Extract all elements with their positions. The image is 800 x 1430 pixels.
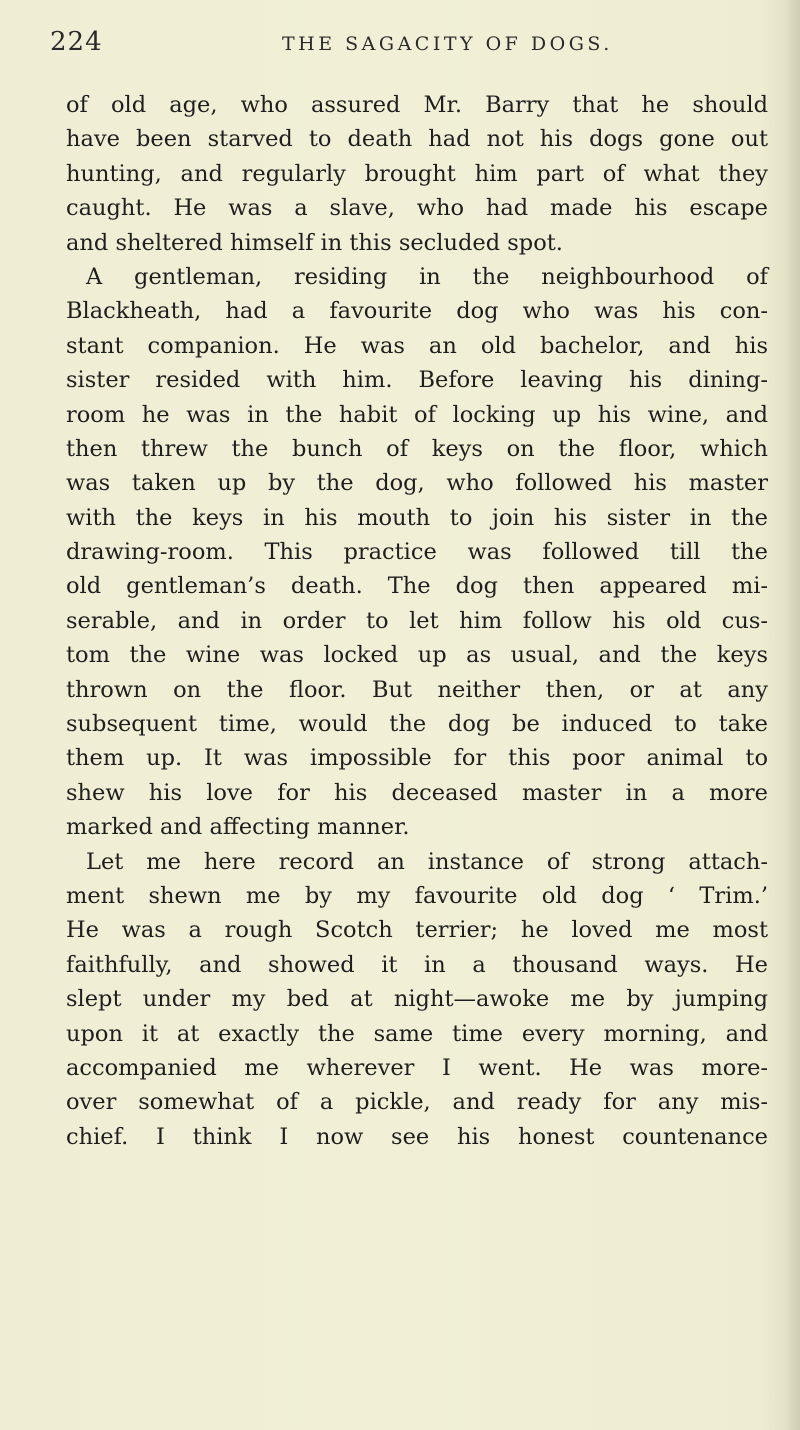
text-line: and sheltered himself in this secluded spot. — [66, 229, 563, 256]
text-line: tom the wine was locked up as usual, and the keys — [66, 642, 768, 669]
page-edge-shadow — [786, 0, 800, 1430]
text-line: over somewhat of a pickle, and ready for any mis- — [66, 1089, 768, 1116]
text-line: then threw the bunch of keys on the floor, which — [66, 435, 768, 462]
text-line: sister resided with him. Before leaving his dining- — [66, 367, 768, 394]
text-line: serable, and in order to let him follow his old cus- — [66, 607, 768, 634]
text-line: stant companion. He was an old bachelor, and his — [66, 332, 768, 359]
text-line: chief. I think I now see his honest countenance — [66, 1123, 768, 1150]
running-head — [0, 24, 800, 64]
text-line: hunting, and regularly brought him part of what they — [66, 160, 768, 187]
text-line: was taken up by the dog, who followed his master — [66, 470, 768, 497]
text-line: accompanied me wherever I went. He was more- — [66, 1054, 768, 1081]
text-line: caught. He was a slave, who had made his escape — [66, 195, 768, 222]
text-line: upon it at exactly the same time every morning, and — [66, 1020, 768, 1047]
text-line: drawing-room. This practice was followed till the — [66, 539, 768, 566]
text-line: old gentleman’s death. The dog then appeared mi- — [66, 573, 768, 600]
text-line: shew his love for his deceased master in a more — [66, 779, 768, 806]
body-text — [66, 88, 768, 1154]
page-number: 224 — [50, 27, 103, 57]
text-line: marked and affecting manner. — [66, 814, 410, 841]
text-line: He was a rough Scotch terrier; he loved me most — [66, 917, 768, 944]
text-line: faithfully, and showed it in a thousand ways. He — [66, 951, 768, 978]
text-line: Blackheath, had a favourite dog who was his con- — [66, 298, 768, 325]
text-line: room he was in the habit of locking up his wine, and — [66, 401, 768, 428]
text-line: subsequent time, would the dog be induced to take — [66, 711, 768, 738]
text-line: have been starved to death had not his dogs gone out — [66, 126, 768, 153]
text-line: slept under my bed at night—awoke me by jumping — [66, 986, 768, 1013]
text-line: them up. It was impossible for this poor animal to — [66, 745, 768, 772]
text-line: thrown on the floor. But neither then, or at any — [66, 676, 768, 703]
text-line: ment shewn me by my favourite old dog ‘ Trim.’ — [66, 882, 768, 909]
text-line: A gentleman, residing in the neighbourhood of — [86, 263, 768, 290]
text-line: with the keys in his mouth to join his sister in the — [66, 504, 768, 531]
text-line: of old age, who assured Mr. Barry that he should — [66, 92, 768, 118]
text-line: Let me here record an instance of strong attach- — [86, 848, 768, 875]
running-title: THE SAGACITY OF DOGS. — [282, 33, 613, 55]
